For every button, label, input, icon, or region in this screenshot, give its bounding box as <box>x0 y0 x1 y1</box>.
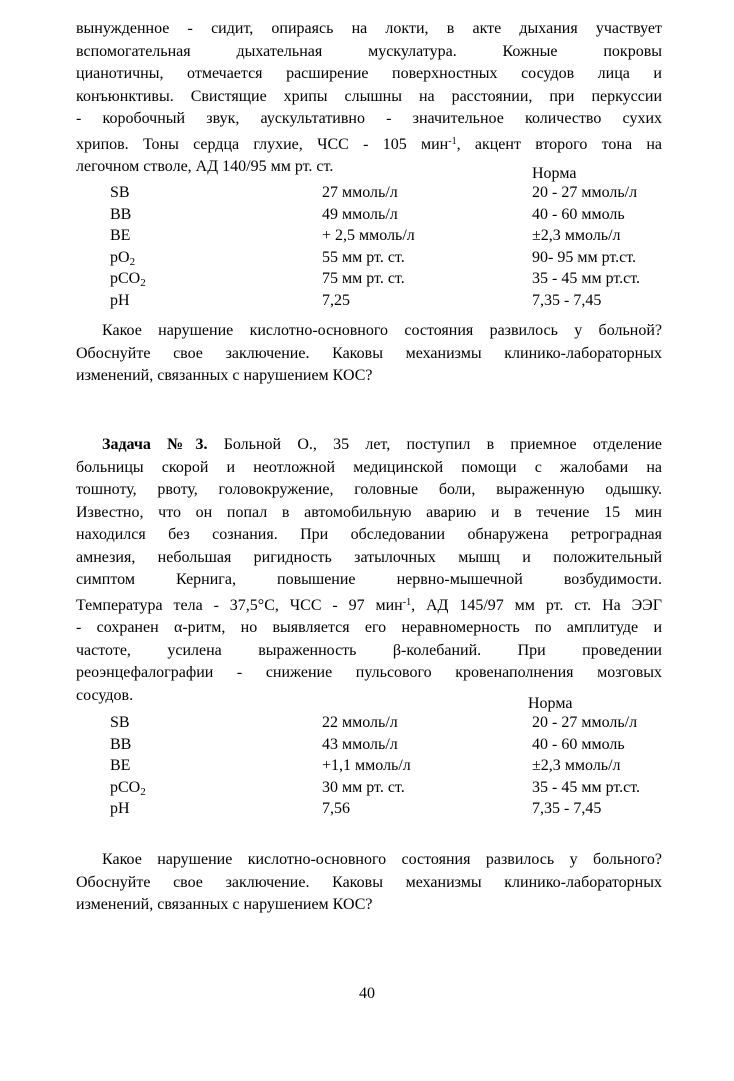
param-name <box>110 292 130 310</box>
param-name <box>110 779 146 798</box>
param-value: 49 ммоль/л <box>322 205 398 223</box>
param-value: 43 ммоль/л <box>322 735 398 753</box>
text-line: вспомогательная дыхательная мускулатура. Кожные покровы <box>76 42 662 60</box>
subscript: 2 <box>140 277 146 289</box>
text-line: находился без сознания. При обследовании обнаружена ретроградная <box>76 526 662 543</box>
text-line: частоте, усилена выраженность β-колебаний. При проведении <box>76 641 662 659</box>
task-label: Задача №3. <box>102 436 208 453</box>
task-3-paragraph <box>76 434 662 707</box>
question-1 <box>76 320 662 388</box>
param-value: 7,25 <box>322 291 350 309</box>
table-row <box>76 714 666 736</box>
param-norm: 35 - 45 мм рт.ст. <box>532 270 641 287</box>
param-value: 55 мм рт. ст. <box>322 248 405 266</box>
param-symbol: SB <box>110 714 130 731</box>
text-line <box>76 592 662 618</box>
text-fragment: хрипов. Тоны сердца глухие, ЧСС - 105 мин <box>76 135 449 153</box>
param-norm: 7,35 - 7,45 <box>532 291 602 309</box>
superscript: -1 <box>402 596 412 608</box>
norm-header: Норма <box>532 165 577 182</box>
table-row <box>76 757 666 779</box>
text-line: вынужденное - сидит, опираясь на локти, в акте дыхания участвует <box>76 20 662 37</box>
table-row <box>76 270 666 292</box>
text-line: тошноту, рвоту, головокружение, головные боли, выраженную одышку. <box>76 481 662 498</box>
param-norm: 40 - 60 ммоль <box>532 205 625 223</box>
param-value: 22 ммоль/л <box>322 714 398 731</box>
param-symbol: pCO <box>110 270 141 287</box>
text-line <box>76 131 662 157</box>
text-line: Обоснуйте свое заключение. Каковы механизмы клинико-лабораторных <box>76 344 662 362</box>
param-norm: 20 - 27 ммоль/л <box>532 714 638 731</box>
intro-paragraph <box>76 18 662 179</box>
norm-header: Норма <box>528 695 573 712</box>
table-row <box>76 800 666 822</box>
param-symbol: pCO <box>110 778 141 796</box>
question-2 <box>76 849 662 917</box>
param-name <box>110 736 131 754</box>
param-symbol: BB <box>110 205 132 223</box>
param-name <box>110 184 130 202</box>
lab-table-2 <box>76 714 666 822</box>
text-fragment: Больной О., 35 лет, поступил в приемное отделение <box>207 436 662 453</box>
subscript: 2 <box>129 255 136 268</box>
text-line: больницы скорой и неотложной медицинской помощи с жалобами на <box>76 458 662 476</box>
text-line: Обоснуйте свое заключение. Каковы механизмы клинико-лабораторных <box>76 873 662 891</box>
param-name <box>110 714 130 732</box>
param-name <box>110 270 146 289</box>
param-name <box>110 757 130 775</box>
text-fragment: , акцент второго тона на <box>456 135 662 153</box>
text-line: сосудов. <box>76 686 134 704</box>
param-name <box>110 249 135 268</box>
text-line: симптом Кернига, повышение нервно-мышечной возбудимости. <box>76 571 662 588</box>
text-line: Известно, что он попал в автомобильную аварию и в течение 15 мин <box>76 503 662 521</box>
table-row <box>76 736 666 758</box>
text-line: легочном стволе, АД 140/95 мм рт. ст. <box>76 158 334 175</box>
param-symbol: BB <box>110 735 132 753</box>
table-row <box>76 227 666 249</box>
param-symbol: pH <box>110 800 130 817</box>
table-row <box>76 206 666 228</box>
param-value: 7,56 <box>322 800 350 817</box>
table-row <box>76 292 666 314</box>
param-symbol: pH <box>110 291 130 309</box>
param-name <box>110 206 131 224</box>
param-value: 27 ммоль/л <box>322 184 398 201</box>
param-symbol: BE <box>110 227 131 244</box>
table-row <box>76 249 666 271</box>
text-line: амнезия, небольшая ригидность затылочных мышц и положительный <box>76 548 662 566</box>
param-symbol: BE <box>110 757 131 774</box>
param-norm: 7,35 - 7,45 <box>532 800 602 817</box>
text-line: - коробочный звук, аускультативно - значительное количество сухих <box>76 110 662 127</box>
subscript: 2 <box>140 785 146 798</box>
text-line: - сохранен α-ритм, но выявляется его неравномерность по амплитуде и <box>76 619 662 636</box>
text-line: изменений, связанных с нарушением КОС? <box>76 896 373 913</box>
param-norm: 35 - 45 мм рт.ст. <box>532 778 641 796</box>
text-line: цианотичны, отмечается расширение поверхностных сосудов лица и <box>76 65 662 82</box>
lab-table-1 <box>76 184 666 313</box>
param-value: 30 мм рт. ст. <box>322 778 405 796</box>
text-line: Какое нарушение кислотно-основного состояния развилось у больного? <box>102 851 662 868</box>
text-line: Какое нарушение кислотно-основного состояния развилось у больной? <box>102 322 662 339</box>
param-symbol: SB <box>110 184 130 201</box>
param-norm: ±2,3 ммоль/л <box>532 757 621 774</box>
param-norm: ±2,3 ммоль/л <box>532 227 621 244</box>
text-fragment: Температура тела - 37,5°С, ЧСС - 97 мин <box>76 596 403 614</box>
param-value: +1,1 ммоль/л <box>322 757 411 774</box>
text-fragment: , АД 145/97 мм рт. ст. На ЭЭГ <box>411 596 662 614</box>
superscript: -1 <box>448 135 457 147</box>
param-value: + 2,5 ммоль/л <box>322 227 415 244</box>
param-value: 75 мм рт. ст. <box>322 270 405 287</box>
text-line <box>76 434 662 457</box>
param-norm: 40 - 60 ммоль <box>532 735 625 753</box>
text-line: изменений, связанных с нарушением КОС? <box>76 367 373 384</box>
text-line: реоэнцефалографии - снижение пульсового кровенаполнения мозговых <box>76 664 662 681</box>
page-number: 40 <box>359 985 375 1002</box>
param-norm: 90- 95 мм рт.ст. <box>532 248 637 266</box>
param-symbol: pO <box>110 248 130 266</box>
text-line: конъюнктивы. Свистящие хрипы слышны на расстоянии, при перкуссии <box>76 87 662 105</box>
table-row <box>76 184 666 206</box>
param-name <box>110 800 130 818</box>
param-name <box>110 227 130 245</box>
param-norm: 20 - 27 ммоль/л <box>532 184 638 201</box>
table-row <box>76 779 666 801</box>
